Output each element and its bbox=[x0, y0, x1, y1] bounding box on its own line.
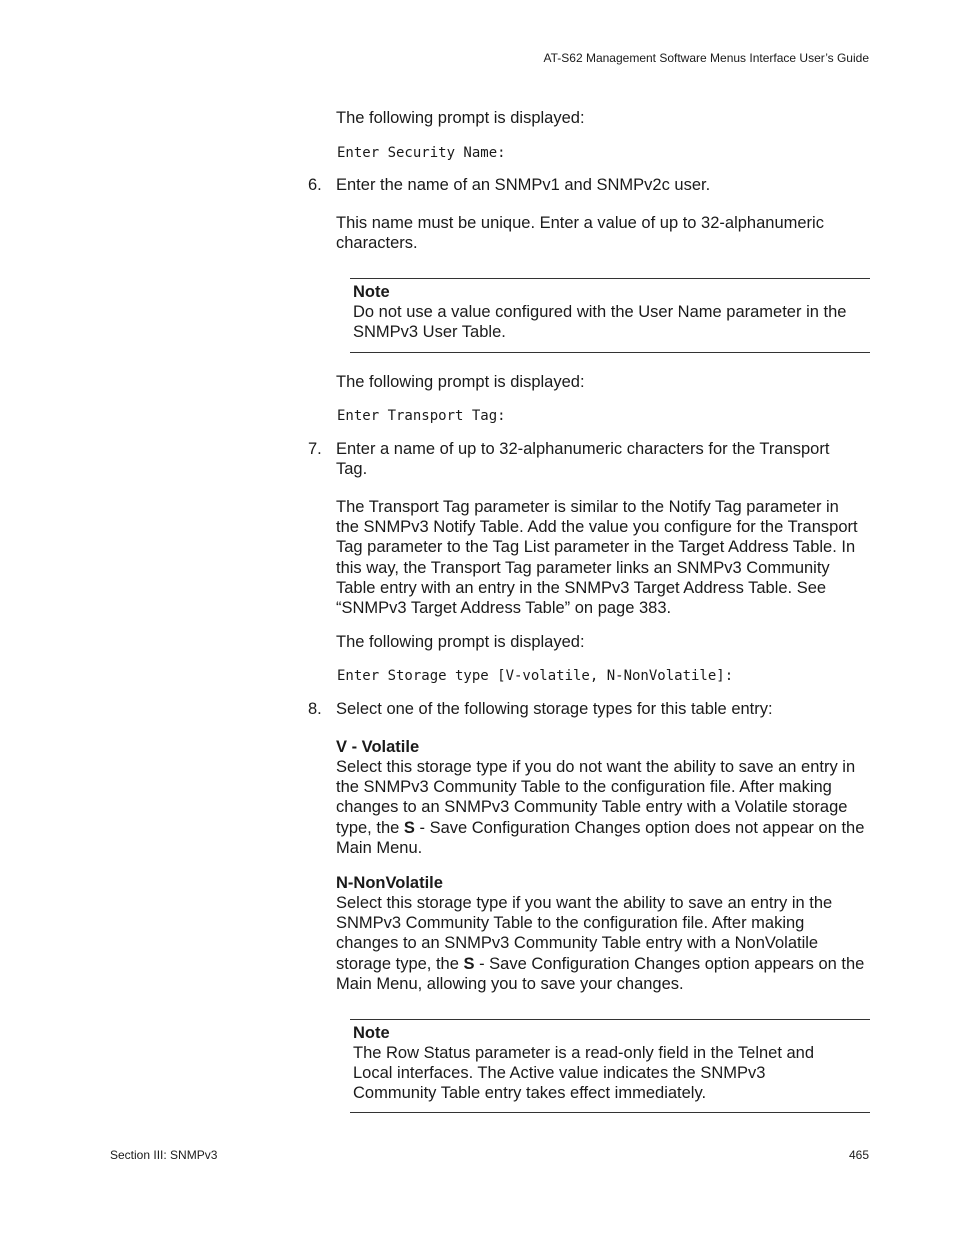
prompt-intro: The following prompt is displayed: bbox=[336, 633, 585, 651]
code-prompt-security-name: Enter Security Name: bbox=[337, 145, 506, 161]
option-desc-volatile: Select this storage type if you do not want the ability to save an entry in the SNMPv3 Community Table to the configuration file. After making changes to an SNMPv3 Community Table entry with a Volatile storage type, the S - Save Configuration Changes option does not appear on the Main Menu. bbox=[336, 758, 865, 857]
note-bottom-rule bbox=[350, 1112, 870, 1113]
note-text: The Row Status parameter is a read-only field in the Telnet and Local interfaces. The Active value indicates the SNMPv3 Community Table entry takes effect immediately. bbox=[353, 1044, 815, 1103]
note-top-rule bbox=[350, 278, 870, 279]
prompt-intro: The following prompt is displayed: bbox=[336, 373, 585, 391]
step-paragraph: The Transport Tag parameter is similar to the Notify Tag parameter in the SNMPv3 Notify Table. Add the value you configure for the Transport Tag parameter to the Tag List parameter in the Target Address Table. In this way, the Transport Tag parameter links an SNMPv3 Community Table entry with an entry in the SNMPv3 Target Address Table. See “SNMPv3 Target Address Table” on page 383. bbox=[336, 498, 858, 618]
step-number: 7. bbox=[308, 440, 322, 458]
note-text: Do not use a value configured with the User Name parameter in the SNMPv3 User Table. bbox=[353, 303, 847, 342]
step-paragraph: This name must be unique. Enter a value of up to 32-alphanumeric characters. bbox=[336, 214, 824, 253]
code-prompt-transport-tag: Enter Transport Tag: bbox=[337, 408, 506, 424]
step-number: 6. bbox=[308, 176, 322, 194]
note-title: Note bbox=[353, 1024, 390, 1042]
step-text: Select one of the following storage types for this table entry: bbox=[336, 700, 773, 718]
page-number: 465 bbox=[848, 1148, 869, 1162]
option-title-nonvolatile: N-NonVolatile bbox=[336, 874, 443, 892]
note-top-rule bbox=[350, 1019, 870, 1020]
code-prompt-storage-type: Enter Storage type [V-volatile, N-NonVolatile]: bbox=[337, 668, 734, 684]
step-text: Enter the name of an SNMPv1 and SNMPv2c user. bbox=[336, 176, 711, 194]
step-number: 8. bbox=[308, 700, 322, 718]
footer-section: Section III: SNMPv3 bbox=[110, 1148, 218, 1162]
note-title: Note bbox=[353, 283, 390, 301]
note-bottom-rule bbox=[350, 352, 870, 353]
option-title-volatile: V - Volatile bbox=[336, 738, 420, 756]
step-text: Enter a name of up to 32-alphanumeric characters for the Transport Tag. bbox=[336, 440, 830, 479]
option-desc-nonvolatile: Select this storage type if you want the ability to save an entry in the SNMPv3 Community Table to the configuration file. After making changes to an SNMPv3 Community Table entry with a NonVolatile storage type, the S - Save Configuration Changes option appears on the Main Menu, allowing you to save your changes. bbox=[336, 894, 865, 993]
running-header: AT-S62 Management Software Menus Interface User’s Guide bbox=[543, 51, 869, 65]
prompt-intro: The following prompt is displayed: bbox=[336, 109, 585, 127]
